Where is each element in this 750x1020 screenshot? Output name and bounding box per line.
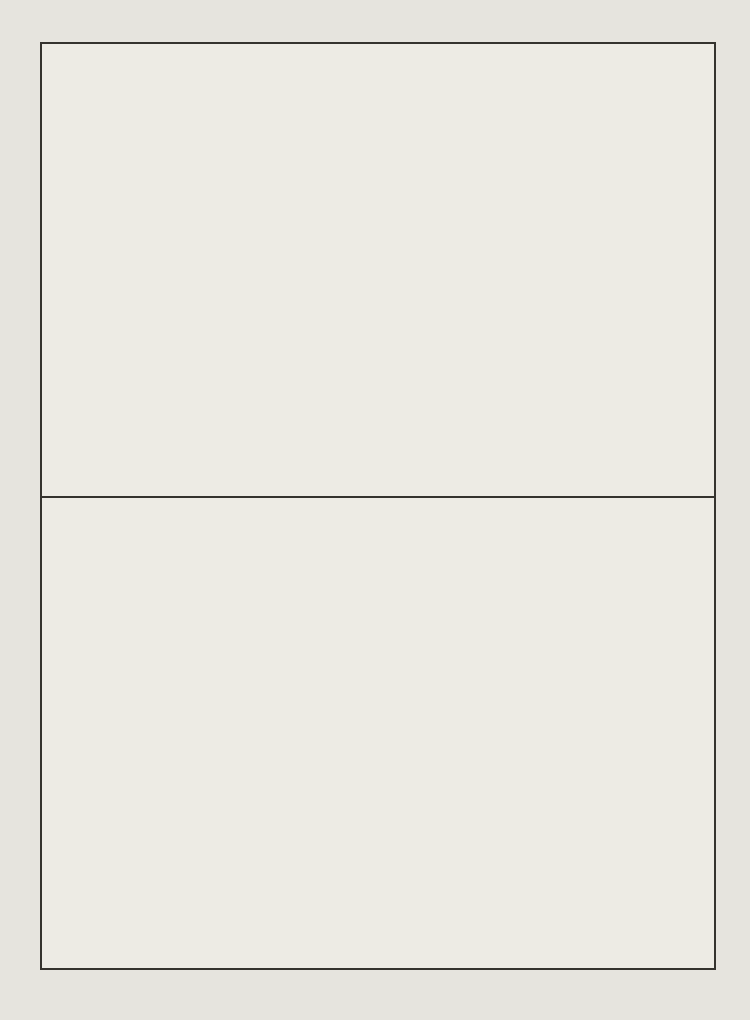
roster-section-bottom <box>42 498 714 968</box>
roster-table <box>40 42 716 970</box>
roster-section-top <box>42 44 714 498</box>
